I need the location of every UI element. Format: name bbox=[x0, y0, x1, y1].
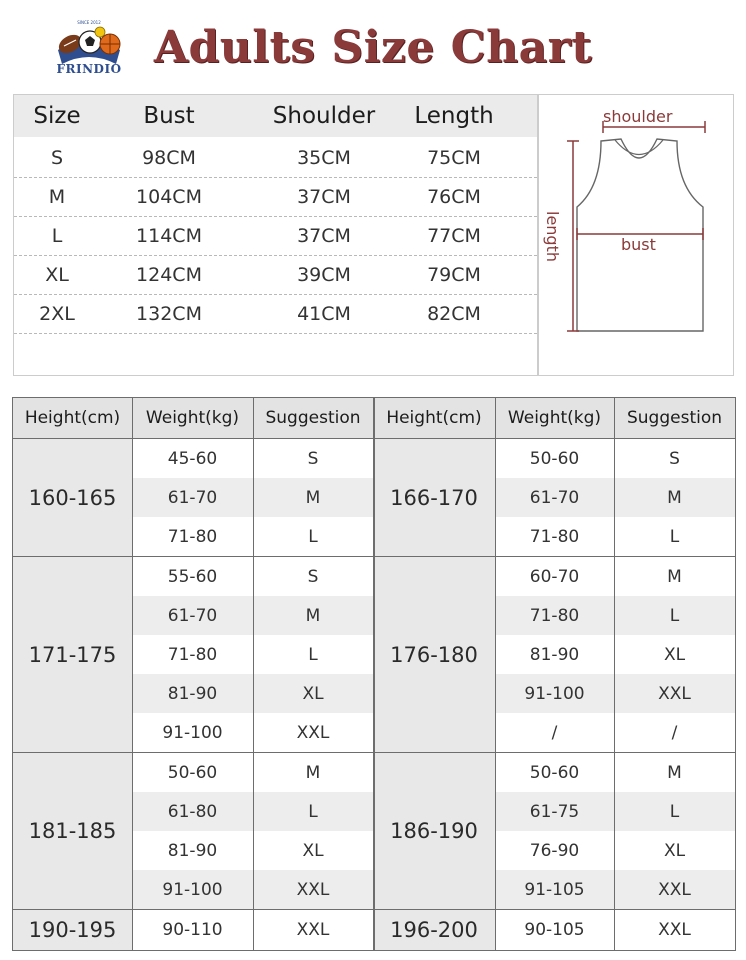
height-range-cell: 186-190 bbox=[373, 753, 495, 909]
weight-cell: 90-105 bbox=[524, 920, 585, 940]
weight-cell: 90-110 bbox=[162, 920, 223, 940]
size-cell-bust: 124CM bbox=[136, 264, 202, 286]
size-cell-length: 82CM bbox=[427, 303, 481, 325]
length-label: length bbox=[543, 211, 562, 262]
size-cell-size: XL bbox=[45, 264, 69, 286]
height-range-cell: 181-185 bbox=[13, 753, 132, 909]
suggestion-cell: M bbox=[667, 566, 682, 587]
header-cell: Weight(kg) bbox=[132, 398, 253, 438]
suggestion-cell: / bbox=[671, 722, 678, 743]
header-length: Length bbox=[414, 103, 494, 129]
weight-cell: 61-70 bbox=[132, 478, 253, 517]
size-cell-size: M bbox=[48, 186, 66, 208]
size-cell-length: 79CM bbox=[427, 264, 481, 286]
height-range-cell: 160-165 bbox=[13, 439, 132, 556]
weight-cell: 45-60 bbox=[167, 448, 218, 469]
size-cell-shoulder: 35CM bbox=[297, 147, 351, 169]
size-cell-length: 76CM bbox=[427, 186, 481, 208]
suggestion-cell: L bbox=[308, 526, 318, 547]
suggestion-cell: XL bbox=[302, 840, 324, 861]
height-range-cell: 196-200 bbox=[373, 910, 495, 950]
size-row bbox=[14, 295, 537, 334]
weight-cell: 61-70 bbox=[132, 596, 253, 635]
suggestion-cell: L bbox=[614, 596, 735, 635]
weight-cell: 61-80 bbox=[132, 792, 253, 831]
weight-cell: 71-80 bbox=[167, 644, 218, 665]
suggestion-cell: XXL bbox=[296, 722, 330, 743]
header-size: Size bbox=[33, 103, 81, 129]
weight-cell: 60-70 bbox=[529, 566, 580, 587]
size-cell-size: L bbox=[51, 225, 63, 247]
header-cell: Suggestion bbox=[614, 398, 735, 438]
suggestion-cell: M bbox=[253, 596, 373, 635]
column-divider bbox=[373, 398, 375, 950]
bust-label: bust bbox=[621, 235, 656, 254]
size-cell-shoulder: 41CM bbox=[297, 303, 351, 325]
suggestion-cell: XXL bbox=[253, 870, 373, 909]
size-table bbox=[13, 94, 538, 376]
suggestion-cell: XXL bbox=[614, 674, 735, 713]
weight-cell: 81-90 bbox=[529, 644, 580, 665]
column-divider bbox=[253, 398, 254, 950]
suggestion-cell: M bbox=[253, 478, 373, 517]
weight-cell: 50-60 bbox=[529, 448, 580, 469]
suggestion-cell: S bbox=[669, 448, 680, 469]
brand-name: FRINDIO bbox=[56, 62, 122, 76]
height-range-cell: 190-195 bbox=[13, 910, 132, 950]
size-cell-bust: 132CM bbox=[136, 303, 202, 325]
weight-cell: 50-60 bbox=[529, 762, 580, 783]
suggestion-cell: L bbox=[669, 526, 680, 547]
jersey-diagram bbox=[538, 94, 734, 376]
size-suggestion-table bbox=[12, 397, 736, 951]
weight-cell: 61-70 bbox=[495, 478, 614, 517]
header-cell: Height(cm) bbox=[13, 398, 132, 438]
suggestion-cell: XL bbox=[663, 644, 686, 665]
suggestion-cell: M bbox=[614, 478, 735, 517]
weight-cell: 76-90 bbox=[529, 840, 580, 861]
size-cell-size: S bbox=[50, 147, 64, 169]
suggestion-cell: XXL bbox=[658, 920, 691, 940]
page-title: Adults Size Chart bbox=[153, 22, 593, 73]
size-row bbox=[14, 217, 537, 256]
header-cell: Height(cm) bbox=[373, 398, 495, 438]
height-range-cell: 171-175 bbox=[13, 557, 132, 752]
weight-cell: 71-80 bbox=[167, 526, 218, 547]
header-cell: Suggestion bbox=[253, 398, 373, 438]
weight-cell: 91-100 bbox=[162, 722, 223, 743]
header-cell: Weight(kg) bbox=[495, 398, 614, 438]
weight-cell: 91-100 bbox=[495, 674, 614, 713]
weight-cell: 71-80 bbox=[529, 526, 580, 547]
suggestion-cell: XXL bbox=[296, 920, 330, 940]
weight-cell: 61-75 bbox=[495, 792, 614, 831]
suggestion-cell: XL bbox=[253, 674, 373, 713]
suggestion-cell: XL bbox=[663, 840, 686, 861]
column-divider bbox=[132, 398, 133, 950]
weight-cell: 81-90 bbox=[167, 840, 218, 861]
size-cell-bust: 104CM bbox=[136, 186, 202, 208]
size-row bbox=[14, 139, 537, 178]
size-cell-shoulder: 37CM bbox=[297, 225, 351, 247]
suggestion-cell: L bbox=[308, 644, 318, 665]
header-bust: Bust bbox=[143, 103, 195, 129]
weight-cell: 71-80 bbox=[495, 596, 614, 635]
shoulder-label: shoulder bbox=[603, 107, 673, 126]
suggestion-cell: M bbox=[667, 762, 682, 783]
suggestion-cell: S bbox=[307, 566, 319, 587]
size-cell-size: 2XL bbox=[39, 303, 75, 325]
weight-cell: / bbox=[551, 722, 558, 743]
weight-cell: 81-90 bbox=[132, 674, 253, 713]
size-cell-length: 77CM bbox=[427, 225, 481, 247]
suggestion-cell: L bbox=[614, 792, 735, 831]
weight-cell: 91-100 bbox=[132, 870, 253, 909]
size-row bbox=[14, 256, 537, 295]
suggestion-cell: L bbox=[253, 792, 373, 831]
brand-tagline: SINCE 2012 bbox=[77, 20, 101, 25]
size-cell-bust: 98CM bbox=[142, 147, 196, 169]
size-cell-shoulder: 37CM bbox=[297, 186, 351, 208]
suggestion-cell: XXL bbox=[614, 870, 735, 909]
size-cell-shoulder: 39CM bbox=[297, 264, 351, 286]
weight-cell: 50-60 bbox=[167, 762, 218, 783]
size-table-header bbox=[14, 95, 537, 137]
weight-cell: 55-60 bbox=[167, 566, 218, 587]
suggestion-cell: S bbox=[307, 448, 319, 469]
height-range-cell: 176-180 bbox=[373, 557, 495, 752]
suggestion-cell: M bbox=[305, 762, 321, 783]
size-cell-length: 75CM bbox=[427, 147, 481, 169]
header-shoulder: Shoulder bbox=[272, 103, 376, 129]
height-range-cell: 166-170 bbox=[373, 439, 495, 556]
column-divider bbox=[614, 398, 615, 950]
size-cell-bust: 114CM bbox=[136, 225, 202, 247]
weight-cell: 91-105 bbox=[495, 870, 614, 909]
size-row bbox=[14, 178, 537, 217]
column-divider bbox=[495, 398, 496, 950]
